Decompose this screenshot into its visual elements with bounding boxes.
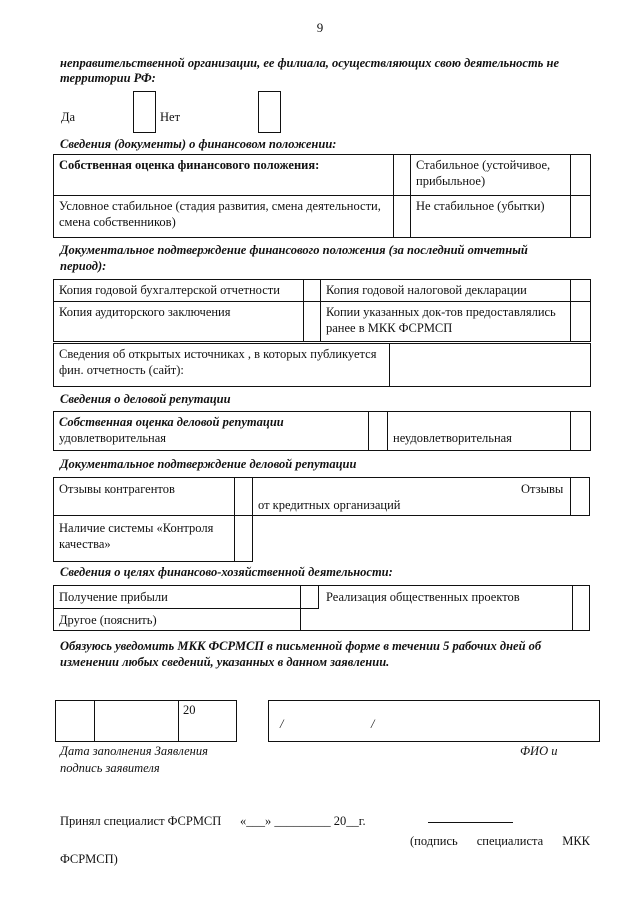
commitment-line-2: изменении любых сведений, указанных в данном заявлении.	[60, 655, 390, 669]
intro-line-2: территории РФ:	[60, 71, 156, 85]
year-prefix: 20	[183, 703, 196, 717]
yes-checkbox[interactable]	[133, 91, 156, 133]
reputation-table	[53, 411, 591, 451]
rep-docs-heading: Документальное подтверждение деловой репутации	[60, 457, 357, 471]
stable-label: Стабильное (устойчивое, прибыльное)	[411, 155, 571, 196]
credit-org-reviews-label: от кредитных организаций	[258, 498, 401, 512]
previously-provided-checkbox[interactable]	[571, 302, 591, 342]
fin-docs-heading-line-2: период):	[60, 259, 107, 273]
accepted-date-field[interactable]: «___» _________ 20__г.	[240, 814, 366, 828]
conditionally-stable-checkbox[interactable]	[394, 196, 411, 238]
financial-self-assessment-label: Собственная оценка финансового положения:	[54, 155, 394, 196]
other-checkbox[interactable]	[300, 609, 318, 631]
signature-fio-input[interactable]	[268, 700, 600, 742]
unsatisfactory-checkbox[interactable]	[571, 412, 591, 451]
counterparty-reviews-label: Отзывы контрагентов	[59, 482, 175, 496]
audit-report-checkbox[interactable]	[304, 302, 321, 342]
annual-report-label: Копия годовой бухгалтерской отчетности	[54, 280, 304, 302]
previously-provided-label: Копии указанных док-тов предоставлялись ранее в МКК ФСРМСП	[321, 302, 571, 342]
tax-declaration-checkbox[interactable]	[571, 280, 591, 302]
accepted-label: Принял специалист ФСРМСП	[60, 814, 222, 828]
credit-org-reviews-checkbox[interactable]	[570, 477, 590, 516]
audit-report-label: Копия аудиторского заключения	[54, 302, 304, 342]
day-input[interactable]	[56, 701, 93, 741]
intro-line-1: неправительственной организации, ее филиала, осуществляющих свою деятельность не	[60, 56, 559, 70]
date-caption-line-1: Дата заполнения Заявления	[60, 744, 208, 758]
goals-heading: Сведения о целях финансово-хозяйственной деятельности:	[60, 565, 393, 579]
year-input[interactable]	[200, 701, 236, 741]
reviews-word: Отзывы	[521, 482, 564, 496]
tax-declaration-label: Копия годовой налоговой декларации	[321, 280, 571, 302]
stable-checkbox[interactable]	[571, 155, 591, 196]
unstable-label: Не стабильное (убытки)	[411, 196, 571, 238]
date-caption-line-2: подпись заявителя	[60, 761, 160, 775]
signature-slash-2: /	[371, 717, 375, 731]
no-checkbox[interactable]	[258, 91, 281, 133]
commitment-line-1: Обязуюсь уведомить МКК ФСРМСП в письменной форме в течении 5 рабочих дней об	[60, 639, 542, 653]
accepted-caption-line-2: ФСРМСП)	[60, 852, 118, 866]
signature-slash-1: /	[280, 717, 284, 731]
unstable-checkbox[interactable]	[571, 196, 591, 238]
quality-control-checkbox[interactable]	[234, 515, 253, 562]
annual-report-checkbox[interactable]	[304, 280, 321, 302]
public-projects-label: Реализация общественных проектов	[326, 590, 520, 604]
open-sources-label: Сведения об открытых источниках , в которых публикуется фин. отчетность (сайт):	[54, 344, 390, 387]
fin-docs-heading-line-1: Документальное подтверждение финансового положения (за последний отчетный	[60, 243, 528, 257]
page-number: 9	[316, 20, 324, 35]
satisfactory-label: удовлетворительная	[59, 431, 167, 445]
month-input[interactable]	[95, 701, 177, 741]
reputation-self-assessment-label: Собственная оценка деловой репутации	[59, 415, 284, 429]
profit-label: Получение прибыли	[59, 590, 168, 604]
no-label: Нет	[160, 110, 181, 124]
yes-label: Да	[61, 110, 76, 124]
satisfactory-cell	[54, 412, 369, 451]
satisfactory-checkbox[interactable]	[369, 412, 388, 451]
quality-control-label: Наличие системы «Контроля качества»	[59, 521, 214, 551]
counterparty-reviews-checkbox[interactable]	[234, 477, 253, 516]
conditionally-stable-label: Условное стабильное (стадия развития, смена деятельности, смена собственников)	[54, 196, 394, 238]
financial-self-assessment-spacer	[394, 155, 411, 196]
open-sources-input[interactable]	[390, 344, 591, 387]
accepted-caption-line-1: (подпись специалиста МКК	[410, 834, 590, 848]
open-sources-table	[53, 343, 591, 387]
fin-docs-table	[53, 279, 591, 342]
specialist-signature-line[interactable]	[428, 822, 513, 823]
other-label: Другое (пояснить)	[59, 613, 157, 627]
unsatisfactory-label: неудовлетворительная	[388, 412, 571, 451]
financial-table	[53, 154, 591, 238]
financial-heading: Сведения (документы) о финансовом положении:	[60, 137, 337, 151]
fio-caption: ФИО и	[520, 744, 558, 758]
public-projects-checkbox[interactable]	[572, 585, 590, 608]
reputation-heading: Сведения о деловой репутации	[60, 392, 231, 406]
profit-checkbox[interactable]	[300, 585, 318, 608]
